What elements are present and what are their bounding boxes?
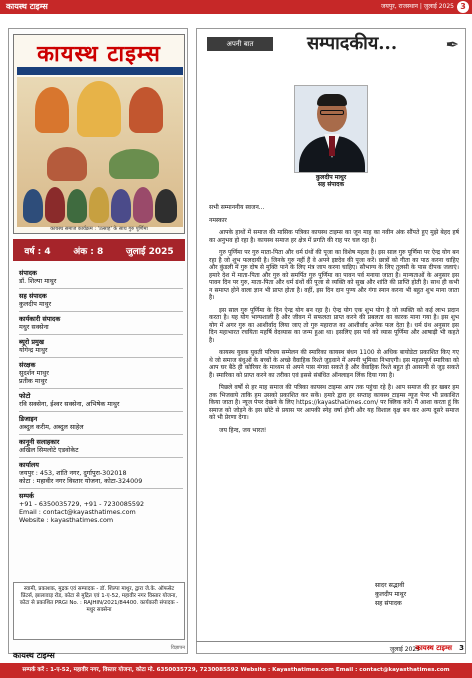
cover-strip — [17, 67, 183, 75]
signoff-line: सादर सद्भावी — [375, 582, 405, 589]
staff-role: कानूनी सलाहकार — [19, 438, 60, 446]
staff-entry — [19, 492, 183, 527]
staff-role: ब्यूरो प्रमुख — [19, 338, 45, 346]
closing-line: जय हिन्द, जय भारत! — [219, 426, 267, 434]
footer-date: जुलाई 2025 — [389, 646, 420, 653]
staff-role: फोटो — [19, 392, 31, 400]
staff-entry — [19, 292, 183, 312]
staff-entry — [19, 415, 183, 435]
staff-entry — [19, 438, 183, 458]
section-tag: अपनी बात — [207, 37, 273, 51]
contact-bar: सम्पर्क करें : 1-ए-52, महावीर नगर, विस्तार योजना, कोटा मो. 6350035729, 7230085592 Website : Kayasthatimes.com Email : contact@kayasthatimes.com — [0, 663, 472, 678]
paragraph: गुरु पूर्णिमा पर गुरु माता-पिता और धर्म ग्रंथों की पूजा का विशेष महत्व है। इस साल गुरु पूर्णिमा पर ऐन्द्र योग बन रहा है जो शुभ फलदायी है। जिनके गुरु नहीं हैं वे अपने इष्टदेव की पूजा करें। छात्रों को गीता का पाठ करना चाहिए और कुंडली में गुरु दोष से मुक्ति पाने के लिए मंत्र जाप करना चाहिए। सौभाग्य के लिए तुलसी के पास दीपक जलाएं। हमारे देश में माता-पिता और गुरु को समर्पित गुरु पूर्णिमा का पावन पर्व मनाया जाता है। मान्यताओं के अनुसार इस पावन दिन पर गुरु, माता-पिता और धर्म ग्रंथों की पूजा से व्यक्ति को सुख और शांति की प्राप्ति होती है। साथ ही कभी न समाप्त होने वाला ज्ञान भी प्राप्त होता है। वहीं, इस दिन दान पुण्य और गंगा स्नान करना भी बहुत शुभ माना जाता है। — [209, 249, 459, 301]
footer-logo: कायस्थ टाइम्स — [13, 651, 55, 660]
staff-entry — [19, 338, 183, 358]
issue-info-band — [13, 239, 185, 261]
top-bar — [0, 0, 472, 14]
paragraph: कायस्थ युवक युवती परिचय सम्मेलन की स्मारिका कायस्थ बंधन 1100 से अधिक बायोडेटा प्रकाशित किए गए थे जो समाज बंधुओं के बच्चों के अच्छे वैवाहिक रिश्ते जुड़वाने में अपनी भूमिका निभाएगी। इस महत्वपूर्ण स्मारिका को आप घर बैठे ही कोरियर के माध्यम से अपने पास मंगवा सकते है और वैवाहिक रिश्ते बहुत ही आसानी से जुड़ सकते हैं। स्मारिका को प्राप्त करने का तरीका एवं इससे संबंधित ऑनलाइन लिंक दिया गया है। — [209, 349, 459, 379]
page-number-badge: 3 — [457, 1, 469, 13]
staff-role: कार्यालय — [19, 461, 39, 469]
editor-photo — [294, 85, 368, 173]
staff-names: सुदर्शन माथुर प्रतीक माथुर — [19, 369, 49, 385]
publisher-note: स्वामी, प्रकाशक, मुद्रक एवं सम्पादक - डॉ. शिल्पा माथुर, द्वारा जे.के. ऑफसेट प्रिंटर्स, झालावाड़ रोड, कोटा से मुद्रित एवं 1-ए-52, महावीर नगर विस्तार योजना, कोटा से प्रकाशित PRGI No. : RAJHIN/2021/84400. कार्यकारी संपादक - मधुर सक्सेना — [13, 582, 185, 640]
staff-entry — [19, 269, 183, 289]
staff-role: संपादक — [19, 269, 37, 277]
staff-role: सह संपादक — [19, 292, 47, 300]
staff-entry — [19, 461, 183, 489]
cover-artwork — [17, 77, 183, 227]
staff-role: कार्यकारी संपादक — [19, 315, 61, 323]
issue-month: जुलाई 2025 — [125, 246, 174, 257]
signoff-role: सह संपादक — [375, 600, 402, 607]
editor-role: सह संपादक — [317, 181, 345, 188]
staff-list — [19, 269, 183, 530]
staff-entry — [19, 315, 183, 335]
staff-names: अब्दुल करीम, अब्दुल साहेल — [19, 423, 84, 431]
staff-names: अखिल सिमलोटे एडवोकेट — [19, 446, 79, 454]
staff-names: जयपुर : 453, शांति नगर, दुर्गापुरा-302018 कोटा : महावीर नगर विस्तार योजना, कोटा-324009 — [19, 469, 143, 485]
paragraph: पिछले वर्षों से हर माह समाज की पत्रिका कायस्थ टाइम्स आप तक पहुंचा रहे है। आप समाज की हर खबर हम तक भिजवाये ताकि हम उसको प्रकाशित कर सकें। हमारे द्वारा हर सप्ताह कायस्थ टाइम्स न्यूज पेपर भी प्रकाशित किया जाता है। न्यूज पेपर देखने के लिए https://kayasthatimes.com/ पर क्लिक करें। मैं आशा करता हूं कि समाज को जोड़ने के इस छोटे से प्रयास पर आपकी स्नेह वर्षा होगी और यह विशाल वृक्ष बन कर अन्य दूसरे समाज को भी प्रेरणा देगा। — [209, 384, 459, 421]
paragraph: इस साल गुरु पूर्णिमा के दिन ऐन्द्र योग बन रहा है। ऐन्द्र योग एक शुभ योग है जो व्यक्ति को कई लाभ प्रदान करता है। यह योग भाग्यशाली है और जीवन में सफलता प्राप्त करने की प्रबलता का कारक माना गया है। इस शुभ योग में अगर गुरु का आशीर्वाद लिया जाए तो गुरु महाराज का आशीर्वाद अनेक फल देता है। धर्म ग्रंथ अनुसार इस दिन महाभारत रचयिता महर्षि वेदव्यास का जन्म हुआ था। इसलिए इस पर्व को व्यास पूर्णिमा और आषाढ़ी भी कहते है। — [209, 306, 459, 344]
signoff — [375, 581, 445, 608]
salutation: नमस्कार — [209, 216, 227, 224]
volume: वर्ष : 4 — [24, 246, 51, 257]
editorial-body — [209, 204, 459, 439]
cover-footer-text: कायस्थ समाज कार्यक्रम : 'उत्साह' के साथ गुरु पूर्णिमा — [50, 226, 148, 232]
left-footer — [13, 643, 185, 660]
paragraph: आपके हाथों में समाज की मासिक पत्रिका कायस्थ टाइम्स का जून माह का नवीन अंक सौंपते हुए मुझे बेहद हर्ष का अनुभव हो रहा है। कायस्थ समाज हर क्षेत्र में प्रगति की राह पर चल रहा है। — [209, 229, 459, 244]
magazine-cover-image — [13, 34, 185, 234]
editor-name: कुलदीप माथुर — [315, 174, 347, 181]
staff-role: सम्पर्क — [19, 492, 34, 500]
staff-entry — [19, 392, 183, 412]
magazine-name: कायस्थ टाइम्स — [6, 2, 48, 11]
staff-role: डिजाइन — [19, 415, 38, 423]
signoff-name: कुलदीप माथुर — [375, 591, 407, 598]
pen-icon: ✒ — [445, 35, 459, 54]
left-column — [8, 28, 188, 660]
greeting: सभी सम्माननीय स्वजन... — [209, 204, 265, 211]
right-footer — [196, 641, 466, 654]
editorial-column — [196, 28, 466, 654]
staff-names: डॉ. शिल्पा माथुर — [19, 277, 57, 285]
staff-names: +91 - 6350035729, +91 - 7230085592 Email : contact@kayasthatimes.com Website : kayasthatimes.com — [19, 500, 145, 524]
cover-title: कायस्थ टाइम्स — [37, 41, 161, 67]
photo-caption — [294, 174, 368, 188]
editorial-title: सम्पादकीय... — [307, 33, 398, 54]
issue-text: जयपुर, राजस्थान | जुलाई 2025 — [380, 3, 454, 10]
footer-page-number: 3 — [459, 644, 464, 652]
staff-names: कुलदीप माथुर — [19, 300, 52, 308]
staff-names: रवि सक्सेना, ईश्वर सक्सेना, अभिषेक माथुर — [19, 400, 120, 408]
footer-logo: कायस्थ टाइम्स — [415, 644, 452, 652]
issue-number: अंक : 8 — [73, 246, 104, 257]
advert-label: विज्ञापन — [170, 645, 185, 651]
staff-entry — [19, 361, 183, 389]
staff-names: मधुर सक्सेना — [19, 323, 49, 331]
staff-names: योगेन्द्र माथुर — [19, 346, 48, 354]
staff-role: संरक्षक — [19, 361, 36, 369]
